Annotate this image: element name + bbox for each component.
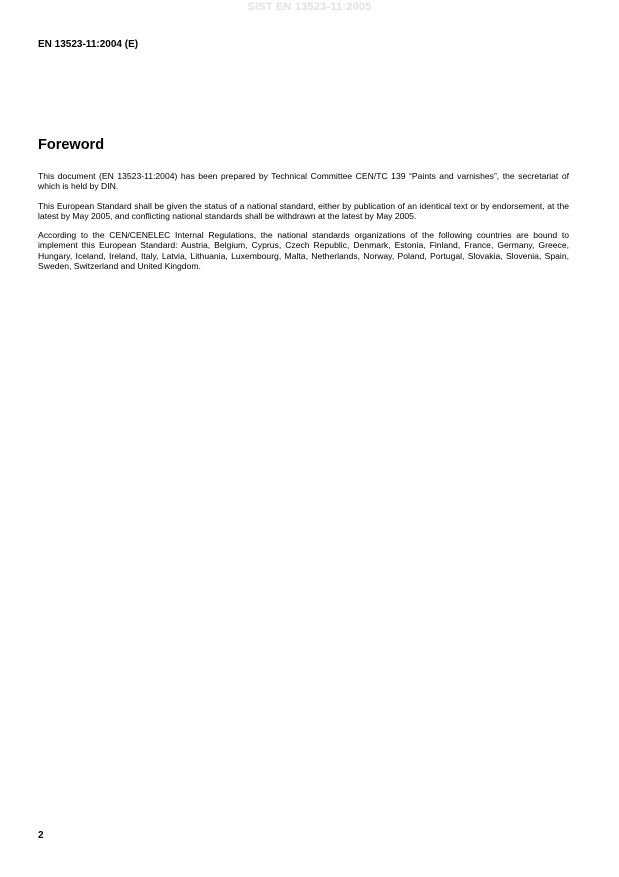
document-id: EN 13523-11:2004 (E) — [38, 39, 139, 50]
paragraph-national-status: This European Standard shall be given the status of a national standard, either by publication of an identical text or by endorsement, at the latest by May 2005, and conflicting national standards shall be withdrawn at the latest by May 2005. — [38, 200, 569, 221]
paragraph-implementing-countries: According to the CEN/CENELEC Internal Regulations, the national standards organizations of the following countries are bound to implement this European Standard: Austria, Belgium, Cyprus, Czech Republic, Denmark, Estonia, Finland, France, Germany, Greece, Hungary, Iceland, Ireland, Italy, Latvia, Lithuania, Luxembourg, Malta, Netherlands, Norway, Poland, Portugal, Slovakia, Slovenia, Spain, Sweden, Switzerland and United Kingdom. — [38, 230, 569, 272]
section-heading: Foreword — [38, 137, 105, 153]
foreword-body — [38, 171, 569, 280]
page-number: 2 — [38, 830, 44, 841]
paragraph-preparation: This document (EN 13523-11:2004) has been prepared by Technical Committee CEN/TC 139 “Paints and varnishes”, the secretariat of which is held by DIN. — [38, 171, 569, 192]
watermark: SIST EN 13523-11:2005 — [247, 1, 372, 13]
